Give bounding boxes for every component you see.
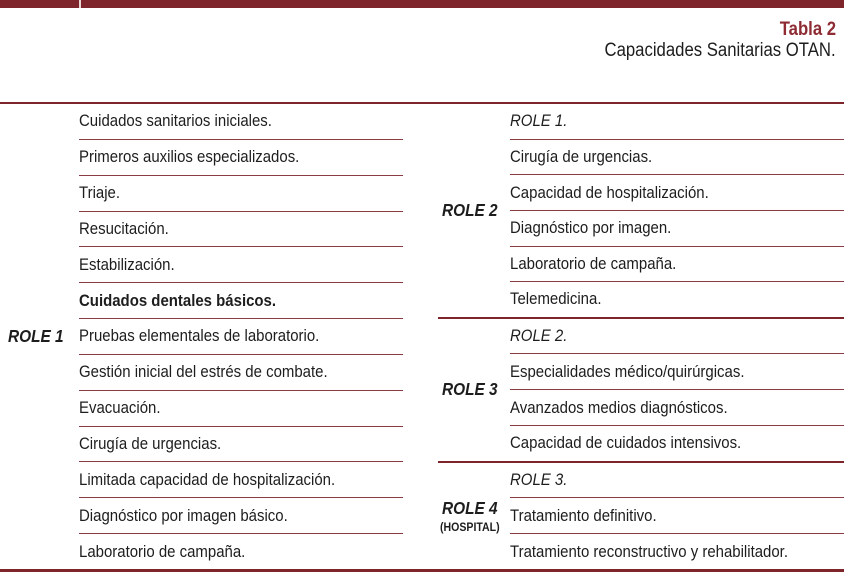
table-row (79, 247, 403, 283)
row-text: Diagnóstico por imagen. (510, 218, 672, 238)
table-row (510, 175, 844, 211)
table-row (510, 354, 844, 390)
row-text: Estabilización. (79, 254, 175, 274)
table-row (79, 319, 403, 355)
table-caption (573, 40, 836, 61)
top-bar-column-gap (79, 0, 81, 8)
role-label-cell (438, 463, 510, 569)
table-row (79, 176, 403, 212)
role1-label (8, 326, 71, 347)
table-number (573, 19, 836, 40)
table-row (510, 140, 844, 176)
top-accent-bar (0, 0, 844, 8)
row-text: Limitada capacidad de hospitalización. (79, 469, 336, 489)
row-text: Evacuación. (79, 398, 161, 418)
role-items-column (510, 319, 844, 461)
table-row (510, 247, 844, 283)
role1-items-column (79, 104, 403, 569)
table-row (79, 140, 403, 176)
row-text: Gestión inicial del estrés de combate. (79, 362, 328, 382)
role1-section (0, 104, 403, 569)
table-row (510, 534, 844, 569)
table-row (79, 212, 403, 248)
row-text: ROLE 2. (510, 326, 568, 346)
row-text: Especialidades médico/quirúrgicas. (510, 361, 745, 381)
role-label-text: ROLE 2 (442, 199, 499, 220)
table-row (510, 390, 844, 426)
row-text: Primeros auxilios especializados. (79, 147, 300, 167)
role-sub-label (440, 520, 508, 534)
table-row (79, 283, 403, 319)
row-text: Cirugía de urgencias. (510, 146, 653, 166)
table-row (510, 319, 844, 355)
table-caption-text: Capacidades Sanitarias OTAN. (604, 40, 836, 61)
row-text: ROLE 3. (510, 470, 568, 489)
role-label-text: ROLE 4 (442, 497, 499, 518)
row-text: Pruebas elementales de laboratorio. (79, 326, 320, 346)
row-text: Telemedicina. (510, 289, 602, 309)
role1-label-cell (0, 104, 79, 569)
row-text: Laboratorio de campaña. (510, 253, 677, 273)
table-row (79, 427, 403, 463)
role-label (442, 200, 505, 221)
row-text: Cirugía de urgencias. (79, 434, 222, 454)
role-group (438, 104, 844, 319)
row-text: Capacidad de cuidados intensivos. (510, 433, 742, 453)
table-row (79, 355, 403, 391)
row-text: Capacidad de hospitalización. (510, 182, 709, 202)
row-text: Triaje. (79, 183, 121, 203)
table-row (510, 426, 844, 461)
role-label (442, 379, 505, 400)
table-row (79, 391, 403, 427)
table-number-text: Tabla 2 (779, 19, 836, 40)
row-text: Tratamiento definitivo. (510, 505, 657, 525)
role-items-column (510, 104, 844, 317)
row-text: Laboratorio de campaña. (79, 541, 246, 561)
row-text: Avanzados medios diagnósticos. (510, 397, 728, 417)
role-label-text: ROLE 3 (442, 379, 499, 400)
role-items-column (510, 463, 844, 569)
table-row (510, 211, 844, 247)
role-label-cell (438, 104, 510, 317)
row-text: Diagnóstico por imagen básico. (79, 505, 288, 525)
table-row (510, 104, 844, 140)
roles-2-3-4-section (438, 104, 844, 569)
table-row (510, 463, 844, 499)
role-group (438, 319, 844, 463)
row-text: Cuidados dentales básicos. (79, 290, 277, 310)
table-row (79, 104, 403, 140)
table-row (79, 498, 403, 534)
role-group (438, 463, 844, 569)
row-text: ROLE 1. (510, 111, 568, 131)
table-row (510, 282, 844, 317)
nato-sanitary-capabilities-table (0, 102, 844, 572)
table-title-block (573, 19, 836, 61)
role-label (442, 498, 505, 519)
row-text: Tratamiento reconstructivo y rehabilitador. (510, 541, 788, 561)
role-label-cell (438, 319, 510, 461)
table-row (510, 498, 844, 534)
table-row (79, 462, 403, 498)
role1-label-text: ROLE 1 (7, 326, 64, 346)
role-sub-label-text: (HOSPITAL) (440, 519, 500, 534)
row-text: Resucitación. (79, 218, 169, 238)
row-text: Cuidados sanitarios iniciales. (79, 111, 272, 131)
table-row (79, 534, 403, 569)
